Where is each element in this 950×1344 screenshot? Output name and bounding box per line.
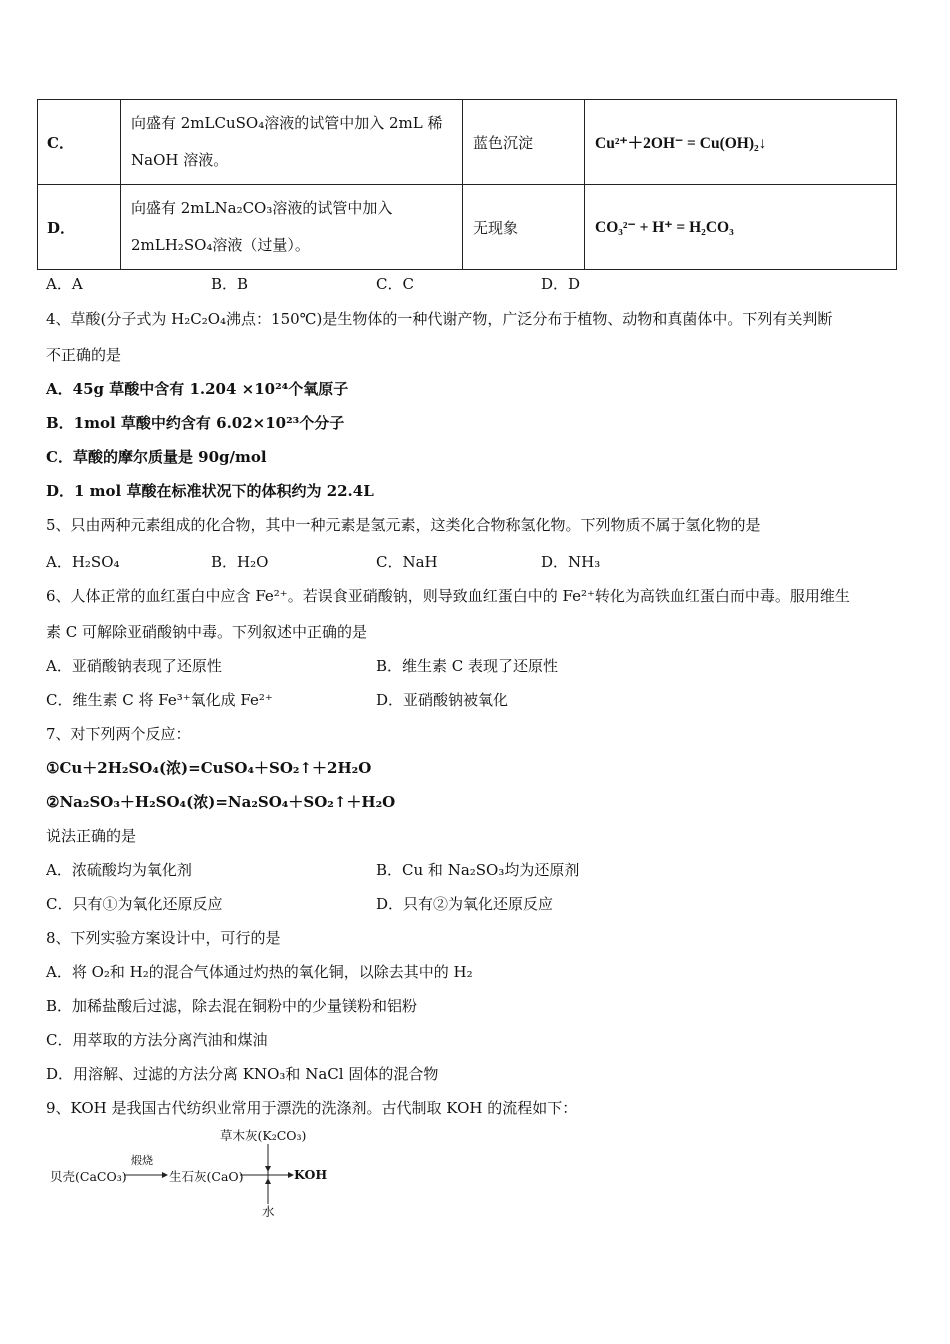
flow-arrow-label: 煅烧 <box>131 1154 153 1167</box>
table-row <box>38 100 897 185</box>
q4-stem-cont: 不正确的是 <box>46 346 122 364</box>
q5-option-a: A．H₂SO₄ <box>46 553 120 571</box>
q6-option-c: C．维生素 C 将 Fe³⁺氧化成 Fe²⁺ <box>46 691 273 709</box>
q5-option-c: C．NaH <box>376 553 438 571</box>
q7-option-b: B．Cu 和 Na₂SO₃均为还原剂 <box>376 861 580 879</box>
q8-option-d: D．用溶解、过滤的方法分离 KNO₃和 NaCl 固体的混合物 <box>46 1065 439 1083</box>
q6-stem: 6、人体正常的血红蛋白中应含 Fe²⁺。若误食亚硝酸钠，则导致血红蛋白中的 Fe²⁺转化为高铁血红蛋白而中毒。服用维生 <box>46 587 850 605</box>
koh-flow-diagram <box>44 1122 344 1222</box>
row-label: C． <box>38 100 121 185</box>
experiment-table <box>37 99 897 270</box>
row-equation: Cu²⁺＋2OH⁻ = Cu(OH)₂↓ <box>585 100 897 185</box>
flow-left-label: 贝壳(CaCO₃) <box>50 1169 127 1184</box>
q5-stem: 5、只由两种元素组成的化合物，其中一种元素是氢元素，这类化合物称氢化物。下列物质不属于氢化物的是 <box>46 516 761 534</box>
arrowhead-icon <box>288 1172 294 1178</box>
row-operation <box>121 100 463 185</box>
operation-line: NaOH 溶液。 <box>131 151 229 169</box>
q4-option-c: C．草酸的摩尔质量是 90g/mol <box>46 448 267 466</box>
q6-option-a: A．亚硝酸钠表现了还原性 <box>46 657 222 675</box>
q6-stem-cont: 素 C 可解除亚硝酸钠中毒。下列叙述中正确的是 <box>46 623 368 641</box>
q7-reaction-1: ①Cu＋2H₂SO₄(浓)=CuSO₄＋SO₂↑＋2H₂O <box>46 759 372 777</box>
q3-option-c: C．C <box>376 275 414 293</box>
q3-option-d: D．D <box>541 275 581 293</box>
flow-arrows <box>44 1122 344 1222</box>
q5-option-b: B．H₂O <box>211 553 269 571</box>
flow-top-label: 草木灰(K₂CO₃) <box>220 1128 307 1143</box>
q9-stem: 9、KOH 是我国古代纺织业常用于漂洗的洗涤剂。古代制取 KOH 的流程如下： <box>46 1099 578 1117</box>
q8-stem: 8、下列实验方案设计中，可行的是 <box>46 929 281 947</box>
q6-option-b: B．维生素 C 表现了还原性 <box>376 657 559 675</box>
operation-line: 向盛有 2mLCuSO₄溶液的试管中加入 2mL 稀 <box>131 114 443 132</box>
row-phenomenon: 蓝色沉淀 <box>463 100 585 185</box>
q7-stem: 7、对下列两个反应： <box>46 725 191 743</box>
q7-option-d: D．只有②为氧化还原反应 <box>376 895 554 913</box>
q8-option-a: A．将 O₂和 H₂的混合气体通过灼热的氧化铜，以除去其中的 H₂ <box>46 963 473 981</box>
q7-option-c: C．只有①为氧化还原反应 <box>46 895 223 913</box>
q7-option-a: A．浓硫酸均为氧化剂 <box>46 861 192 879</box>
q3-option-a: A．A <box>46 275 83 293</box>
q8-option-b: B．加稀盐酸后过滤，除去混在铜粉中的少量镁粉和铝粉 <box>46 997 418 1015</box>
row-label: D． <box>38 185 121 270</box>
q4-option-b: B．1mol 草酸中约含有 6.02×10²³个分子 <box>46 414 345 432</box>
flow-mid-label: 生石灰(CaO) <box>169 1169 244 1184</box>
q7-reaction-2: ②Na₂SO₃＋H₂SO₄(浓)=Na₂SO₄＋SO₂↑＋H₂O <box>46 793 396 811</box>
table-row <box>38 185 897 270</box>
q6-option-d: D．亚硝酸钠被氧化 <box>376 691 509 709</box>
q5-option-d: D．NH₃ <box>541 553 601 571</box>
flow-right-label: KOH <box>294 1167 328 1182</box>
operation-line: 2mLH₂SO₄溶液（过量）。 <box>131 236 310 254</box>
arrowhead-up-icon <box>265 1178 271 1184</box>
q3-option-b: B．B <box>211 275 249 293</box>
arrowhead-icon <box>162 1172 168 1178</box>
q4-stem: 4、草酸(分子式为 H₂C₂O₄沸点：150℃)是生物体的一种代谢产物，广泛分布于植物、动物和真菌体中。下列有关判断 <box>46 310 833 328</box>
row-equation: CO₃²⁻ + H⁺ = H₂CO₃ <box>585 185 897 270</box>
q4-option-a: A．45g 草酸中含有 1.204 ×10²⁴个氧原子 <box>46 380 349 398</box>
q4-option-d: D．1 mol 草酸在标准状况下的体积约为 22.4L <box>46 482 374 500</box>
row-phenomenon: 无现象 <box>463 185 585 270</box>
flow-bottom-label: 水 <box>262 1204 275 1219</box>
operation-line: 向盛有 2mLNa₂CO₃溶液的试管中加入 <box>131 199 393 217</box>
arrowhead-down-icon <box>265 1166 271 1172</box>
row-operation <box>121 185 463 270</box>
q8-option-c: C．用萃取的方法分离汽油和煤油 <box>46 1031 268 1049</box>
q7-stem-cont: 说法正确的是 <box>46 827 137 845</box>
